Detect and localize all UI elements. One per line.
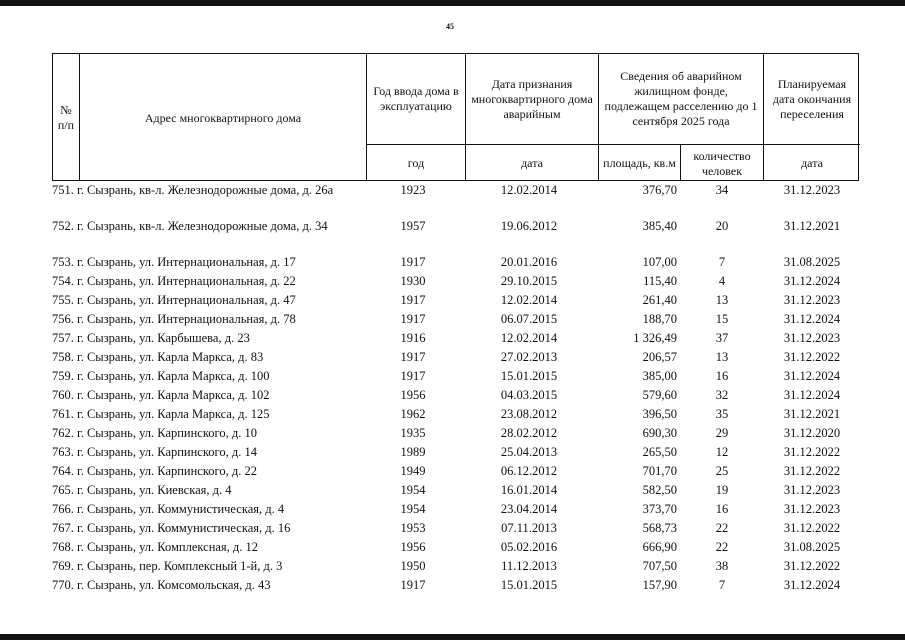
table-row [52, 538, 859, 557]
planned-date-cell: 31.12.2021 [783, 219, 841, 233]
address-cell: 756. г. Сызрань, ул. Интернациональная, д. 78 [52, 312, 296, 326]
address-cell: 758. г. Сызрань, ул. Карла Маркса, д. 83 [52, 350, 264, 364]
year-cell: 1956 [400, 540, 426, 554]
emergency-date-cell: 20.01.2016 [500, 255, 558, 269]
table-row [52, 181, 859, 217]
emergency-date-cell: 12.02.2014 [500, 293, 558, 307]
address-cell: 757. г. Сызрань, ул. Карбышева, д. 23 [52, 331, 250, 345]
subheader-people: количество человек [693, 148, 751, 178]
people-cell: 19 [715, 483, 729, 497]
area-cell: 157,90 [642, 578, 677, 592]
people-cell: 15 [715, 312, 729, 326]
people-cell: 12 [715, 445, 729, 459]
address-cell: 767. г. Сызрань, ул. Коммунистическая, д. 16 [52, 521, 291, 535]
table-body [52, 181, 859, 595]
area-cell: 701,70 [642, 464, 677, 478]
address-cell: 755. г. Сызрань, ул. Интернациональная, д. 47 [52, 293, 296, 307]
people-cell: 22 [715, 540, 729, 554]
table-row [52, 576, 859, 595]
area-cell: 261,40 [642, 293, 677, 307]
emergency-date-cell: 06.07.2015 [500, 312, 558, 326]
table-header [52, 53, 859, 181]
emergency-date-cell: 16.01.2014 [500, 483, 558, 497]
address-cell: 765. г. Сызрань, ул. Киевская, д. 4 [52, 483, 232, 497]
emergency-date-cell: 11.12.2013 [501, 559, 557, 573]
planned-date-cell: 31.12.2022 [783, 350, 841, 364]
year-cell: 1989 [400, 445, 426, 459]
year-cell: 1930 [400, 274, 426, 288]
area-cell: 666,90 [642, 540, 677, 554]
planned-date-cell: 31.12.2024 [783, 274, 841, 288]
people-cell: 7 [718, 578, 726, 592]
table-row [52, 443, 859, 462]
header-address: Адрес многоквартирного дома [144, 110, 302, 125]
page-number: 45 [446, 22, 454, 31]
header-emergency-date: Дата признания многоквартирного дома аварийным [471, 76, 593, 121]
bottom-border [0, 634, 905, 640]
people-cell: 25 [715, 464, 729, 478]
year-cell: 1956 [400, 388, 426, 402]
address-cell: 770. г. Сызрань, ул. Комсомольская, д. 43 [52, 578, 271, 592]
subheader-planned: дата [801, 156, 823, 170]
year-cell: 1949 [400, 464, 426, 478]
subheader-date: дата [521, 156, 543, 170]
planned-date-cell: 31.08.2025 [783, 255, 841, 269]
year-cell: 1950 [400, 559, 426, 573]
table-row [52, 462, 859, 481]
emergency-date-cell: 19.06.2012 [500, 219, 558, 233]
planned-date-cell: 31.12.2021 [783, 407, 841, 421]
area-cell: 107,00 [642, 255, 677, 269]
table-row [52, 405, 859, 424]
year-cell: 1923 [400, 183, 426, 197]
area-cell: 373,70 [642, 502, 677, 516]
planned-date-cell: 31.12.2023 [783, 293, 841, 307]
people-cell: 32 [715, 388, 729, 402]
address-cell: 751. г. Сызрань, кв-л. Железнодорожные дома, д. 26а [52, 183, 334, 197]
emergency-date-cell: 15.01.2015 [500, 369, 558, 383]
people-cell: 37 [715, 331, 729, 345]
area-cell: 568,73 [642, 521, 677, 535]
area-cell: 265,50 [642, 445, 677, 459]
table-row [52, 329, 859, 348]
table-row [52, 481, 859, 500]
year-cell: 1917 [400, 578, 426, 592]
header-year: Год ввода дома в эксплуатацию [373, 84, 459, 113]
year-cell: 1917 [400, 255, 426, 269]
year-cell: 1957 [400, 219, 426, 233]
emergency-date-cell: 06.12.2012 [500, 464, 558, 478]
people-cell: 4 [718, 274, 726, 288]
year-cell: 1953 [400, 521, 426, 535]
table-row [52, 291, 859, 310]
area-cell: 385,40 [642, 219, 677, 233]
address-cell: 768. г. Сызрань, ул. Комплексная, д. 12 [52, 540, 259, 554]
emergency-date-cell: 12.02.2014 [500, 183, 558, 197]
planned-date-cell: 31.12.2023 [783, 483, 841, 497]
emergency-date-cell: 15.01.2015 [500, 578, 558, 592]
year-cell: 1917 [400, 350, 426, 364]
address-cell: 764. г. Сызрань, ул. Карпинского, д. 22 [52, 464, 257, 478]
header-planned: Планируемая дата окончания переселения [772, 76, 852, 121]
area-cell: 690,30 [642, 426, 677, 440]
table-row [52, 310, 859, 329]
subheader-area: площадь, кв.м [603, 156, 676, 170]
table-row [52, 348, 859, 367]
planned-date-cell: 31.12.2024 [783, 388, 841, 402]
planned-date-cell: 31.12.2023 [783, 183, 841, 197]
emergency-date-cell: 05.02.2016 [500, 540, 558, 554]
planned-date-cell: 31.12.2023 [783, 502, 841, 516]
people-cell: 29 [715, 426, 729, 440]
emergency-date-cell: 25.04.2013 [500, 445, 558, 459]
address-cell: 766. г. Сызрань, ул. Коммунистическая, д. 4 [52, 502, 285, 516]
area-cell: 579,60 [642, 388, 677, 402]
planned-date-cell: 31.12.2022 [783, 464, 841, 478]
table-row [52, 367, 859, 386]
planned-date-cell: 31.12.2022 [783, 445, 841, 459]
year-cell: 1916 [400, 331, 426, 345]
address-cell: 759. г. Сызрань, ул. Карла Маркса, д. 100 [52, 369, 270, 383]
emergency-date-cell: 29.10.2015 [500, 274, 558, 288]
year-cell: 1917 [400, 293, 426, 307]
planned-date-cell: 31.12.2020 [783, 426, 841, 440]
address-cell: 769. г. Сызрань, пер. Комплексный 1-й, д. 3 [52, 559, 283, 573]
header-num: № п/п [57, 103, 75, 132]
emergency-date-cell: 23.04.2014 [500, 502, 558, 516]
planned-date-cell: 31.12.2022 [783, 559, 841, 573]
people-cell: 13 [715, 350, 729, 364]
table-row [52, 424, 859, 443]
people-cell: 20 [715, 219, 729, 233]
table-row [52, 519, 859, 538]
planned-date-cell: 31.08.2025 [783, 540, 841, 554]
people-cell: 38 [715, 559, 729, 573]
people-cell: 35 [715, 407, 729, 421]
area-cell: 206,57 [642, 350, 677, 364]
emergency-date-cell: 28.02.2012 [500, 426, 558, 440]
year-cell: 1917 [400, 369, 426, 383]
year-cell: 1917 [400, 312, 426, 326]
emergency-date-cell: 07.11.2013 [501, 521, 557, 535]
area-cell: 188,70 [642, 312, 677, 326]
planned-date-cell: 31.12.2023 [783, 331, 841, 345]
address-cell: 754. г. Сызрань, ул. Интернациональная, д. 22 [52, 274, 296, 288]
people-cell: 22 [715, 521, 729, 535]
address-cell: 753. г. Сызрань, ул. Интернациональная, д. 17 [52, 255, 296, 269]
year-cell: 1954 [400, 483, 426, 497]
area-cell: 1 326,49 [633, 331, 677, 345]
address-cell: 762. г. Сызрань, ул. Карпинского, д. 10 [52, 426, 257, 440]
people-cell: 13 [715, 293, 729, 307]
year-cell: 1954 [400, 502, 426, 516]
people-cell: 7 [718, 255, 726, 269]
year-cell: 1962 [400, 407, 426, 421]
emergency-date-cell: 04.03.2015 [500, 388, 558, 402]
planned-date-cell: 31.12.2022 [783, 521, 841, 535]
table-row [52, 557, 859, 576]
area-cell: 376,70 [642, 183, 677, 197]
address-cell: 761. г. Сызрань, ул. Карла Маркса, д. 125 [52, 407, 270, 421]
table-row [52, 217, 859, 253]
area-cell: 396,50 [642, 407, 677, 421]
table-row [52, 272, 859, 291]
top-border [0, 0, 905, 6]
area-cell: 115,40 [643, 274, 677, 288]
header-fund: Сведения об аварийном жилищном фонде, подлежащем расселению до 1 сентября 2025 года [604, 69, 758, 128]
planned-date-cell: 31.12.2024 [783, 578, 841, 592]
address-cell: 752. г. Сызрань, кв-л. Железнодорожные дома, д. 34 [52, 219, 328, 233]
area-cell: 707,50 [642, 559, 677, 573]
table-row [52, 386, 859, 405]
people-cell: 34 [715, 183, 729, 197]
table-row [52, 253, 859, 272]
area-cell: 385,00 [642, 369, 677, 383]
planned-date-cell: 31.12.2024 [783, 312, 841, 326]
emergency-date-cell: 27.02.2013 [500, 350, 558, 364]
area-cell: 582,50 [642, 483, 677, 497]
emergency-date-cell: 23.08.2012 [500, 407, 558, 421]
people-cell: 16 [715, 502, 729, 516]
address-cell: 763. г. Сызрань, ул. Карпинского, д. 14 [52, 445, 257, 459]
table-row [52, 500, 859, 519]
subheader-year: год [407, 156, 425, 170]
year-cell: 1935 [400, 426, 426, 440]
emergency-date-cell: 12.02.2014 [500, 331, 558, 345]
address-cell: 760. г. Сызрань, ул. Карла Маркса, д. 102 [52, 388, 270, 402]
planned-date-cell: 31.12.2024 [783, 369, 841, 383]
people-cell: 16 [715, 369, 729, 383]
